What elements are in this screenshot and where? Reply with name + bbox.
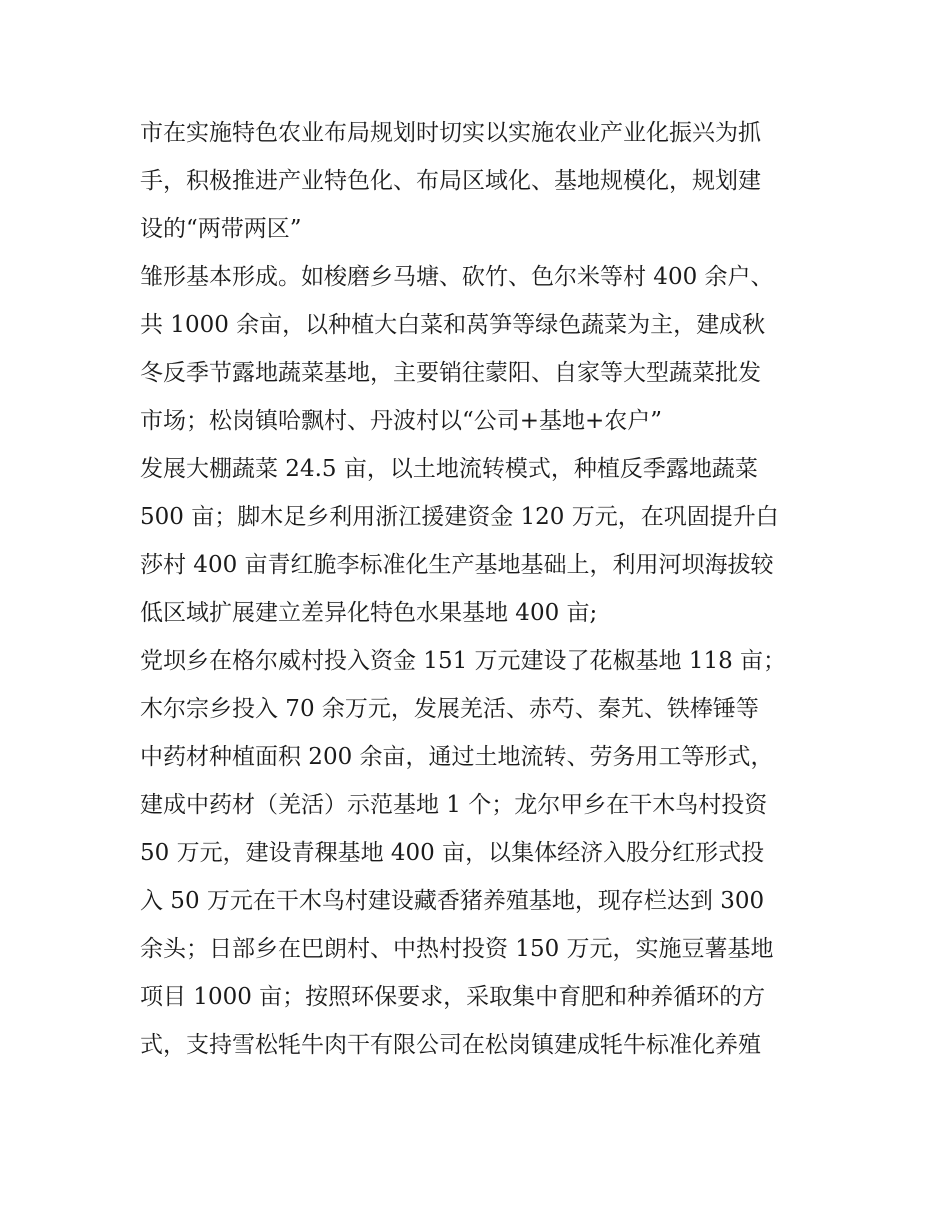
body-text	[140, 109, 820, 1069]
text-line: 入 50 万元在干木鸟村建设藏香猪养殖基地，现存栏达到 300	[140, 888, 765, 914]
text-line: 式，支持雪松牦牛肉干有限公司在松岗镇建成牦牛标准化养殖	[140, 1032, 761, 1058]
text-line: 50 万元，建设青稞基地 400 亩，以集体经济入股分红形式投	[140, 840, 765, 866]
text-line: 市在实施特色农业布局规划时切实以实施农业产业化振兴为抓	[140, 120, 761, 146]
text-line: 设的“两带两区”	[140, 216, 302, 242]
text-line: 余头；日部乡在巴朗村、中热村投资 150 万元，实施豆薯基地	[140, 936, 774, 962]
text-line: 党坝乡在格尔威村投入资金 151 万元建设了花椒基地 118 亩；	[140, 648, 787, 674]
text-line: 发展大棚蔬菜 24.5 亩，以土地流转模式，种植反季露地蔬菜	[140, 456, 758, 482]
text-line: 市场；松岗镇哈飘村、丹波村以“公司+基地+农户”	[140, 408, 663, 434]
text-line: 500 亩；脚木足乡利用浙江援建资金 120 万元，在巩固提升白	[140, 504, 779, 530]
text-line: 共 1000 余亩，以种植大白菜和莴笋等绿色蔬菜为主，建成秋	[140, 312, 766, 338]
text-line: 建成中药材（羌活）示范基地 1 个；龙尔甲乡在干木鸟村投资	[140, 792, 768, 818]
text-line: 冬反季节露地蔬菜基地，主要销往蒙阳、自家等大型蔬菜批发	[140, 360, 761, 386]
text-line: 低区域扩展建立差异化特色水果基地 400 亩;	[140, 600, 598, 626]
text-line: 项目 1000 亩；按照环保要求，采取集中育肥和种养循环的方	[140, 984, 766, 1010]
text-line: 莎村 400 亩青红脆李标准化生产基地基础上，利用河坝海拔较	[140, 552, 774, 578]
text-line: 中药材种植面积 200 余亩，通过土地流转、劳务用工等形式，	[140, 744, 774, 770]
text-line: 手，积极推进产业特色化、布局区域化、基地规模化，规划建	[140, 168, 761, 194]
text-line: 木尔宗乡投入 70 余万元，发展羌活、赤芍、秦艽、铁棒锤等	[140, 696, 759, 722]
text-line: 雏形基本形成。如梭磨乡马塘、砍竹、色尔米等村 400 余户、	[140, 264, 774, 290]
